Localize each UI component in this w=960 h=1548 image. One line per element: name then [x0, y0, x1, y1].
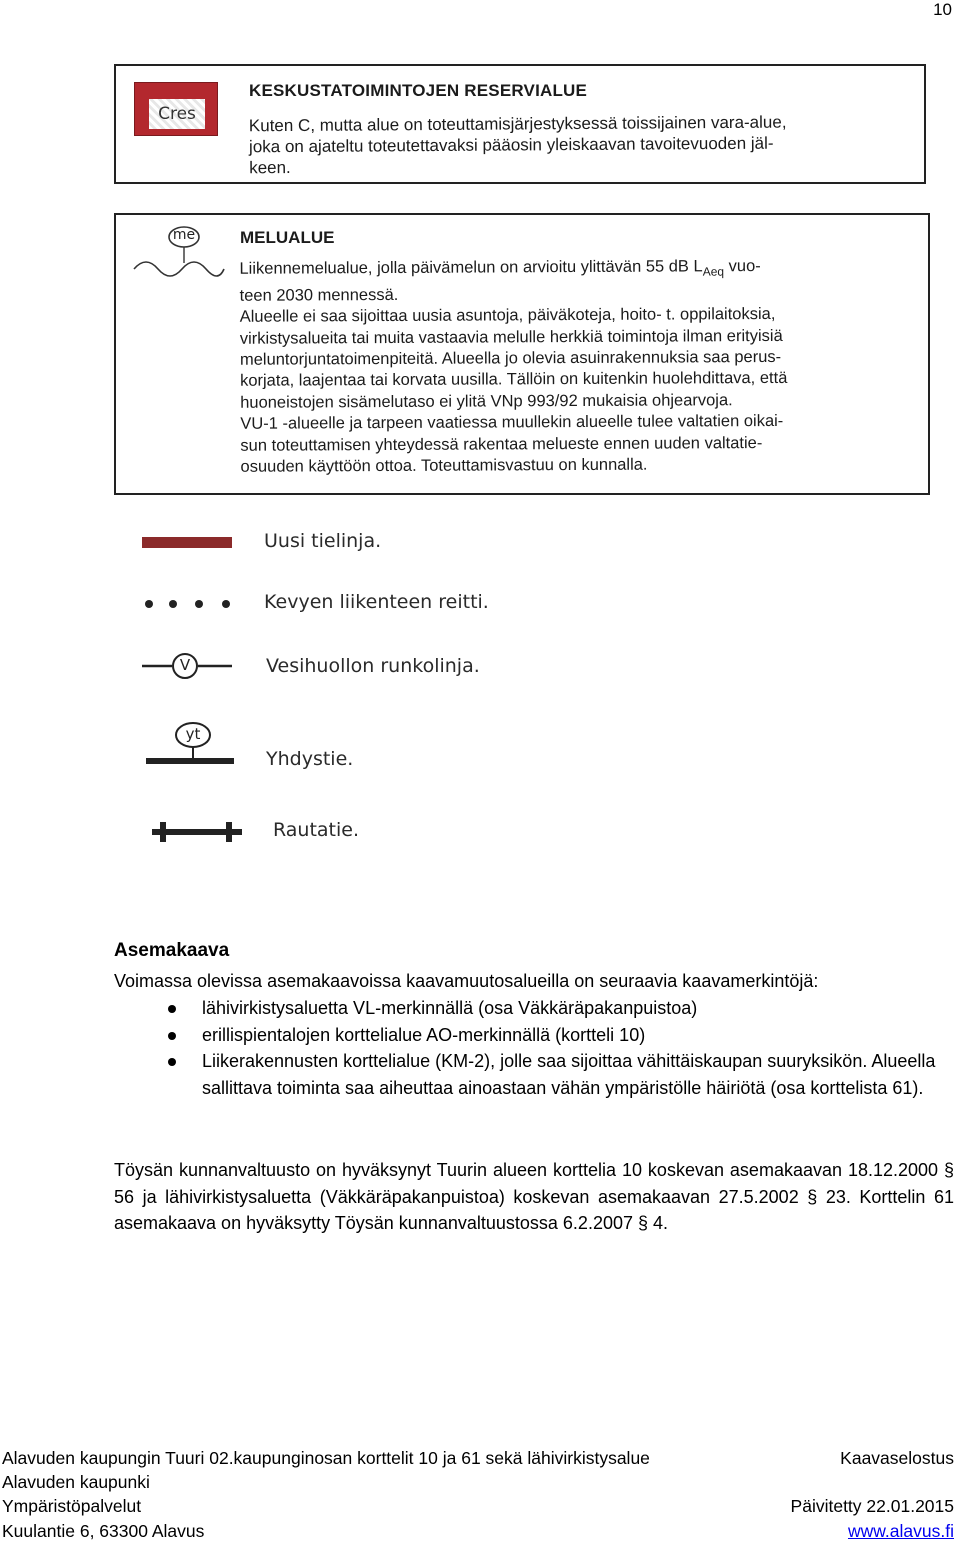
footer-address: Kuulantie 6, 63300 Alavus	[2, 1520, 205, 1541]
connecting-road-symbol-label: yt	[185, 725, 201, 743]
railway-icon	[148, 818, 248, 846]
footer-department: Ympäristöpalvelut	[2, 1496, 142, 1517]
cres-line: keen.	[249, 158, 291, 178]
footer-updated-date: Päivitetty 22.01.2015	[790, 1496, 954, 1517]
cres-symbol-label: Cres	[149, 99, 205, 129]
melualue-line: sun toteuttamisen yhteydessä rakentaa melueste ennen uuden valtatie-	[240, 433, 763, 455]
legend-item-new-road	[0, 525, 960, 565]
light-traffic-route-icon	[140, 595, 236, 615]
legend-label: Kevyen liikenteen reitti.	[264, 591, 489, 613]
footer-document-type: Kaavaselostus	[840, 1448, 954, 1468]
cres-description	[249, 111, 909, 179]
melualue-line: osuuden käyttöön ottoa. Toteuttamisvastuu on kunnalla.	[240, 455, 648, 476]
legend-label: Yhdystie.	[266, 748, 354, 770]
list-item: lähivirkistysaluetta VL-merkinnällä (osa Väkkäräpakanpuistoa)	[114, 995, 954, 1022]
noise-symbol-label: me	[172, 227, 196, 243]
bullet-icon	[168, 1032, 176, 1040]
melualue-line: teen 2030 mennessä.	[239, 285, 399, 305]
melualue-line: huoneistojen sisämelutaso ei ylitä VNp 993/92 mukaisia ohjearvoja.	[240, 390, 733, 412]
legend-label: Vesihuollon runkolinja.	[266, 655, 480, 677]
cres-line: joka on ajateltu toteutettavaksi pääosin yleiskaavan tavoitevuoden jäl-	[248, 133, 774, 157]
list-item: Liikerakennusten korttelialue (KM-2), jolle saa sijoittaa vähittäiskaupan suuryksikön. Alueella sallittava toiminta saa aiheuttaa ainoastaan vähän ympäristölle häiriötä (osa korttelista 61).	[114, 1048, 954, 1101]
melualue-line: Alueelle ei saa sijoittaa uusia asuntoja, päiväkoteja, hoito- t. oppilaitoksia,	[239, 305, 776, 326]
list-item: erillispientalojen korttelialue AO-merkinnällä (kortteli 10)	[114, 1022, 954, 1049]
melualue-line: meluntorjuntatoimenpiteitä. Alueella jo olevia asuinrakennuksia saa perus-	[239, 347, 782, 369]
cres-title: KESKUSTATOIMINTOJEN RESERVIALUE	[249, 81, 588, 100]
bullet-list	[114, 995, 954, 1101]
melualue-line: korjata, laajentaa tai korvata uusilla. Tällöin on kuitenkin huolehdittava, että	[240, 369, 788, 391]
approval-paragraph: Töysän kunnanvaltuusto on hyväksynyt Tuurin alueen korttelia 10 koskevan asemakaavan 18.12.2000 § 56 ja lähivirkistysaluetta (Väkkäräpakanpuistoa) koskevan asemakaavan 27.5.2002 § 23. Korttelin 61 asemakaava on hyväksytty Töysän kunnanvaltuustossa 6.2.2007 § 4.	[114, 1160, 954, 1234]
legend-item-connecting-road	[0, 718, 960, 774]
section-intro: Voimassa olevissa asemakaavoissa kaavamuutosalueilla on seuraavia kaavamerkintöjä:	[114, 971, 819, 991]
legend-label: Rautatie.	[273, 819, 360, 841]
legend-box-melualue	[114, 213, 930, 495]
melualue-line: VU-1 -alueelle ja tarpeen vaatiessa muullekin alueelle tulee valtatien oikai-	[240, 412, 784, 433]
bullet-icon	[168, 1058, 176, 1066]
bullet-icon	[168, 1005, 176, 1013]
legend-item-railway	[0, 812, 960, 852]
legend-item-water-main	[0, 646, 960, 686]
new-road-line-icon	[140, 533, 234, 553]
page-number: 10	[933, 0, 952, 19]
cres-line: Kuten C, mutta alue on toteuttamisjärjestyksessä toissijainen vara-alue,	[248, 112, 787, 136]
noise-area-symbol	[124, 225, 228, 285]
melualue-title: MELUALUE	[240, 228, 335, 247]
legend-label: Uusi tielinja.	[264, 530, 382, 552]
website-link[interactable]: www.alavus.fi	[847, 1520, 954, 1541]
cres-area-symbol	[134, 82, 218, 136]
footer-organization: Alavuden kaupunki	[2, 1472, 150, 1493]
footer-document-title: Alavuden kaupungin Tuuri 02.kaupunginosan korttelit 10 ja 61 sekä lähivirkistysalue	[2, 1448, 650, 1468]
section-heading: Asemakaava	[114, 940, 230, 961]
melualue-line: virkistysalueita tai muita vastaavia melulle herkkiä toimintoja ilman erityisiä	[239, 326, 783, 348]
water-main-symbol-label: V	[179, 656, 191, 674]
legend-box-cres	[114, 64, 926, 184]
page-footer	[2, 1446, 954, 1543]
melualue-line: Liikennemelualue, jolla päivämelun on arvioitu ylittävän 55 dB $L_{Aeq}$ vuo-	[239, 257, 761, 279]
legend-item-light-traffic	[0, 585, 960, 625]
melualue-description	[239, 255, 916, 478]
